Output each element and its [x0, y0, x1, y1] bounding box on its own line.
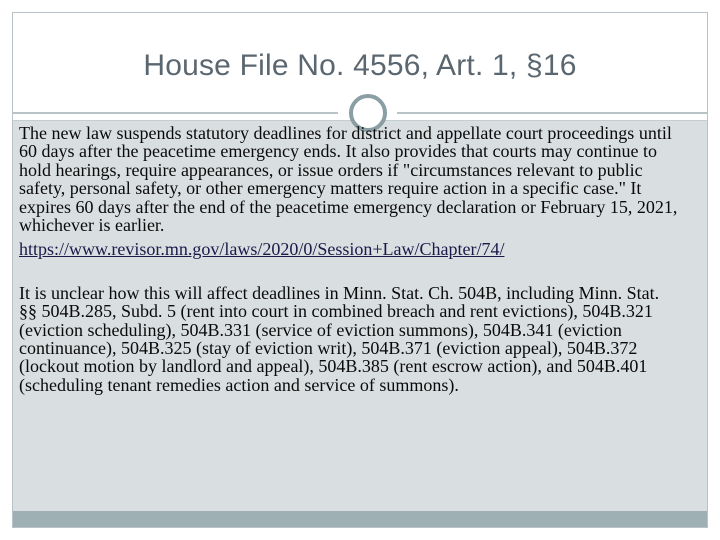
slide-title: House File No. 4556, Art. 1, §16	[143, 49, 577, 82]
session-law-link[interactable]: https://www.revisor.mn.gov/laws/2020/0/Session+Law/Chapter/74/	[19, 239, 505, 260]
title-divider-right	[397, 112, 707, 114]
slide-body	[19, 124, 679, 394]
title-divider-left	[13, 112, 338, 114]
bottom-accent-band	[13, 511, 707, 527]
body-paragraph-2: It is unclear how this will affect deadlines in Minn. Stat. Ch. 504B, including Minn. Stat. §§ 504B.285, Subd. 5 (rent into court in combined breach and rent evictions), 504B.321 (eviction scheduling), 504B.331 (service of eviction summons), 504B.341 (eviction continuance), 504B.325 (stay of eviction writ), 504B.371 (eviction appeal), 504B.372 (lockout motion by landlord and appeal), 504B.385 (rent escrow action), and 504B.401 (scheduling tenant remedies action and service of summons).	[19, 282, 660, 395]
body-paragraph-1: The new law suspends statutory deadlines for district and appellate court proceedings until 60 days after the peacetime emergency ends. It also provides that courts may continue to hold hearings, require appearances, or issue orders if "circumstances relevant to public safety, personal safety, or other emergency matters require action in a specific case." It expires 60 days after the end of the peacetime emergency declaration or February 15, 2021, whichever is earlier.	[19, 123, 678, 236]
link-line	[19, 240, 679, 258]
